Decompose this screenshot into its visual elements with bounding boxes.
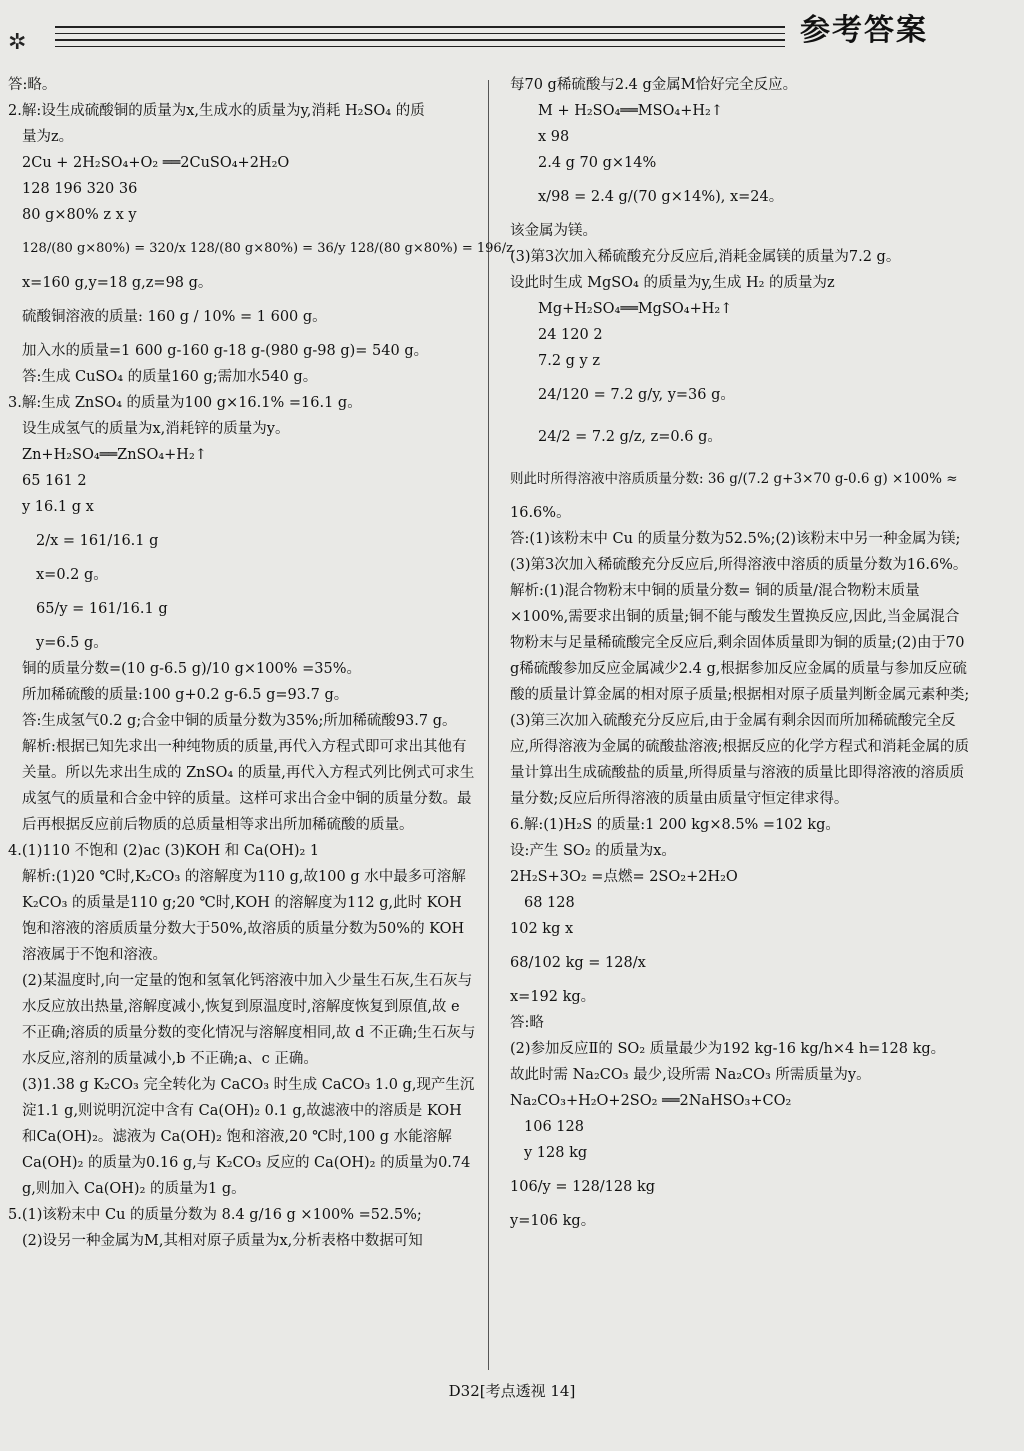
text-line: 5.(1)该粉末中 Cu 的质量分数为 8.4 g/16 g ×100% =52.5%;	[8, 1207, 422, 1223]
text-line: 所加稀硫酸的质量:100 g+0.2 g-6.5 g=93.7 g。	[22, 687, 349, 703]
equation: x 98	[538, 129, 570, 145]
text-line: 硫酸铜溶液的质量: 160 g / 10% = 1 600 g。	[22, 309, 327, 325]
equation: 2Cu + 2H₂SO₄+O₂ ══2CuSO₄+2H₂O	[22, 155, 290, 171]
equation: 24 120 2	[538, 327, 603, 343]
text-line: 答:生成氢气0.2 g;合金中铜的质量分数为35%;所加稀硫酸93.7 g。	[22, 713, 457, 729]
equation: 2.4 g 70 g×14%	[538, 155, 657, 171]
gear-icon: ✲	[8, 30, 27, 55]
text-line: 4.(1)110 不饱和 (2)ac (3)KOH 和 Ca(OH)₂ 1	[8, 843, 320, 859]
text-line: 3.解:生成 ZnSO₄ 的质量为100 g×16.1% =16.1 g。	[8, 395, 362, 411]
equation: 2H₂S+3O₂ =点燃= 2SO₂+2H₂O	[510, 869, 738, 885]
equation: 106 128	[524, 1119, 584, 1135]
proportion: x/98 = 2.4 g/(70 g×14%), x=24。	[538, 189, 784, 205]
text-line: 答:略	[510, 1015, 544, 1031]
analysis-paragraph: 解析:(1)20 ℃时,K₂CO₃ 的溶解度为110 g,故100 g 水中最多可溶解 K₂CO₃ 的质量是110 g;20 ℃时,KOH 的溶解度为112 g,此时 KOH 饱和溶液的溶质质量分数大于50%,故溶质的质量分数为50%的 KOH 溶液属于不饱和溶液。	[22, 869, 466, 963]
text-line: 则此时所得溶液中溶质质量分数: 36 g/(7.2 g+3×70 g-0.6 g) ×100% ≈	[510, 471, 958, 487]
equation: 65 161 2	[22, 473, 87, 489]
equation: 102 kg x	[510, 921, 574, 937]
text-line: 每70 g稀硫酸与2.4 g金属M恰好完全反应。	[510, 77, 798, 93]
column-divider	[488, 80, 489, 1370]
text-line: 该金属为镁。	[510, 223, 597, 239]
text-line: (2)设另一种金属为M,其相对原子质量为x,分析表格中数据可知	[22, 1233, 423, 1249]
text-line: 设:产生 SO₂ 的质量为x。	[510, 843, 676, 859]
page-number: D32[考点透视 14]	[448, 1382, 576, 1400]
text-line: 加入水的质量=1 600 g-160 g-18 g-(980 g-98 g)= 540 g。	[22, 343, 429, 359]
text-line: 设此时生成 MgSO₄ 的质量为y,生成 H₂ 的质量为z	[510, 275, 835, 291]
text-line: x=160 g,y=18 g,z=98 g。	[22, 275, 213, 291]
header-rules	[55, 26, 785, 52]
proportion: 106/y = 128/128 kg	[510, 1179, 656, 1195]
analysis-paragraph: (2)某温度时,向一定量的饱和氢氧化钙溶液中加入少量生石灰,生石灰与水反应放出热量,溶解度减小,恢复到原温度时,溶解度恢复到原值,故 e 不正确;溶质的质量分数的变化情况与溶解度相同,故 d 不正确;生石灰与水反应,溶剂的质量减小,b 不正确;a、c 正确。	[22, 973, 476, 1067]
text-line: 设生成氢气的质量为x,消耗锌的质量为y。	[22, 421, 290, 437]
text-line: 答:生成 CuSO₄ 的质量160 g;需加水540 g。	[22, 369, 318, 385]
text-line: 铜的质量分数=(10 g-6.5 g)/10 g×100% =35%。	[22, 661, 361, 677]
left-column	[8, 72, 513, 1254]
analysis-paragraph: 解析:根据已知先求出一种纯物质的质量,再代入方程式即可求出其他有关量。所以先求出生成的 ZnSO₄ 的质量,再代入方程式列比例式可求生成氢气的质量和合金中锌的质量。这样可求出合金中铜的质量分数。最后再根据反应前后物质的总质量相等求出所加稀硫酸的质量。	[22, 739, 475, 833]
equation: Na₂CO₃+H₂O+2SO₂ ══2NaHSO₃+CO₂	[510, 1093, 792, 1109]
text-line: (3)第3次加入稀硫酸充分反应后,消耗金属镁的质量为7.2 g。	[510, 249, 901, 265]
equation: y 16.1 g x	[22, 499, 94, 515]
page-title: 参考答案	[800, 13, 928, 48]
text-line: y=6.5 g。	[36, 635, 108, 651]
page-header	[0, 0, 1024, 70]
proportion: 2/x = 161/16.1 g	[36, 533, 159, 549]
equation: 7.2 g y z	[538, 353, 601, 369]
answer-paragraph: 答:(1)该粉末中 Cu 的质量分数为52.5%;(2)该粉末中另一种金属为镁;(3)第3次加入稀硫酸充分反应后,所得溶液中溶质的质量分数为16.6%。	[510, 531, 968, 573]
text-line: 答:略。	[8, 77, 57, 93]
equation: 68 128	[524, 895, 575, 911]
equation: 80 g×80% z x y	[22, 207, 137, 223]
right-column	[510, 72, 972, 1234]
equation: Zn+H₂SO₄══ZnSO₄+H₂↑	[22, 447, 207, 463]
analysis-paragraph: (3)1.38 g K₂CO₃ 完全转化为 CaCO₃ 时生成 CaCO₃ 1.0 g,现产生沉淀1.1 g,则说明沉淀中含有 Ca(OH)₂ 0.1 g,故滤液中的溶质是 KOH 和Ca(OH)₂。滤液为 Ca(OH)₂ 饱和溶液,20 ℃时,100 g 水能溶解 Ca(OH)₂ 的质量为0.16 g,与 K₂CO₃ 反应的 Ca(OH)₂ 的质量为0.74 g,则加入 Ca(OH)₂ 的质量为1 g。	[22, 1077, 475, 1197]
text-line: 2.解:设生成硫酸铜的质量为x,生成水的质量为y,消耗 H₂SO₄ 的质	[8, 103, 425, 119]
analysis-paragraph: 解析:(1)混合物粉末中铜的质量分数= 铜的质量/混合物粉末质量 ×100%,需要求出铜的质量;铜不能与酸发生置换反应,因此,当金属混合物粉末与足量稀硫酸完全反应后,剩余固体质量即为铜的质量;(2)由于70 g稀硫酸参加反应金属减少2.4 g,根据参加反应金属的质量与参加反应硫酸的质量计算金属的相对原子质量;根据相对原子质量判断金属元素种类;(3)第三次加入硫酸充分反应后,由于金属有剩余因而所加稀硫酸完全反应,所得溶液为金属的硫酸盐溶液;根据反应的化学方程式和消耗金属的质量计算出生成硫酸盐的质量,所得质量与溶液的质量比即得溶液的溶质质量分数;反应后所得溶液的质量由质量守恒定律求得。	[510, 583, 970, 807]
proportion: 68/102 kg = 128/x	[510, 955, 646, 971]
proportion: 128/(80 g×80%) = 320/x 128/(80 g×80%) = 36/y 128/(80 g×80%) = 196/z	[22, 241, 513, 256]
proportion: 24/120 = 7.2 g/y, y=36 g。	[538, 387, 735, 403]
equation: M + H₂SO₄══MSO₄+H₂↑	[538, 103, 724, 119]
proportion: 24/2 = 7.2 g/z, z=0.6 g。	[538, 429, 722, 445]
text-line: y=106 kg。	[510, 1213, 596, 1229]
text-line: 6.解:(1)H₂S 的质量:1 200 kg×8.5% =102 kg。	[510, 817, 840, 833]
equation: y 128 kg	[524, 1145, 588, 1161]
equation: Mg+H₂SO₄══MgSO₄+H₂↑	[538, 301, 733, 317]
text-line: 故此时需 Na₂CO₃ 最少,设所需 Na₂CO₃ 所需质量为y。	[510, 1067, 871, 1083]
text-line: 16.6%。	[510, 505, 571, 521]
text-line: x=192 kg。	[510, 989, 596, 1005]
proportion: 65/y = 161/16.1 g	[36, 601, 168, 617]
equation: 128 196 320 36	[22, 181, 138, 197]
text-line: 量为z。	[22, 129, 74, 145]
text-line: (2)参加反应Ⅱ的 SO₂ 质量最少为192 kg-16 kg/h×4 h=128 kg。	[510, 1041, 946, 1057]
text-line: x=0.2 g。	[36, 567, 108, 583]
